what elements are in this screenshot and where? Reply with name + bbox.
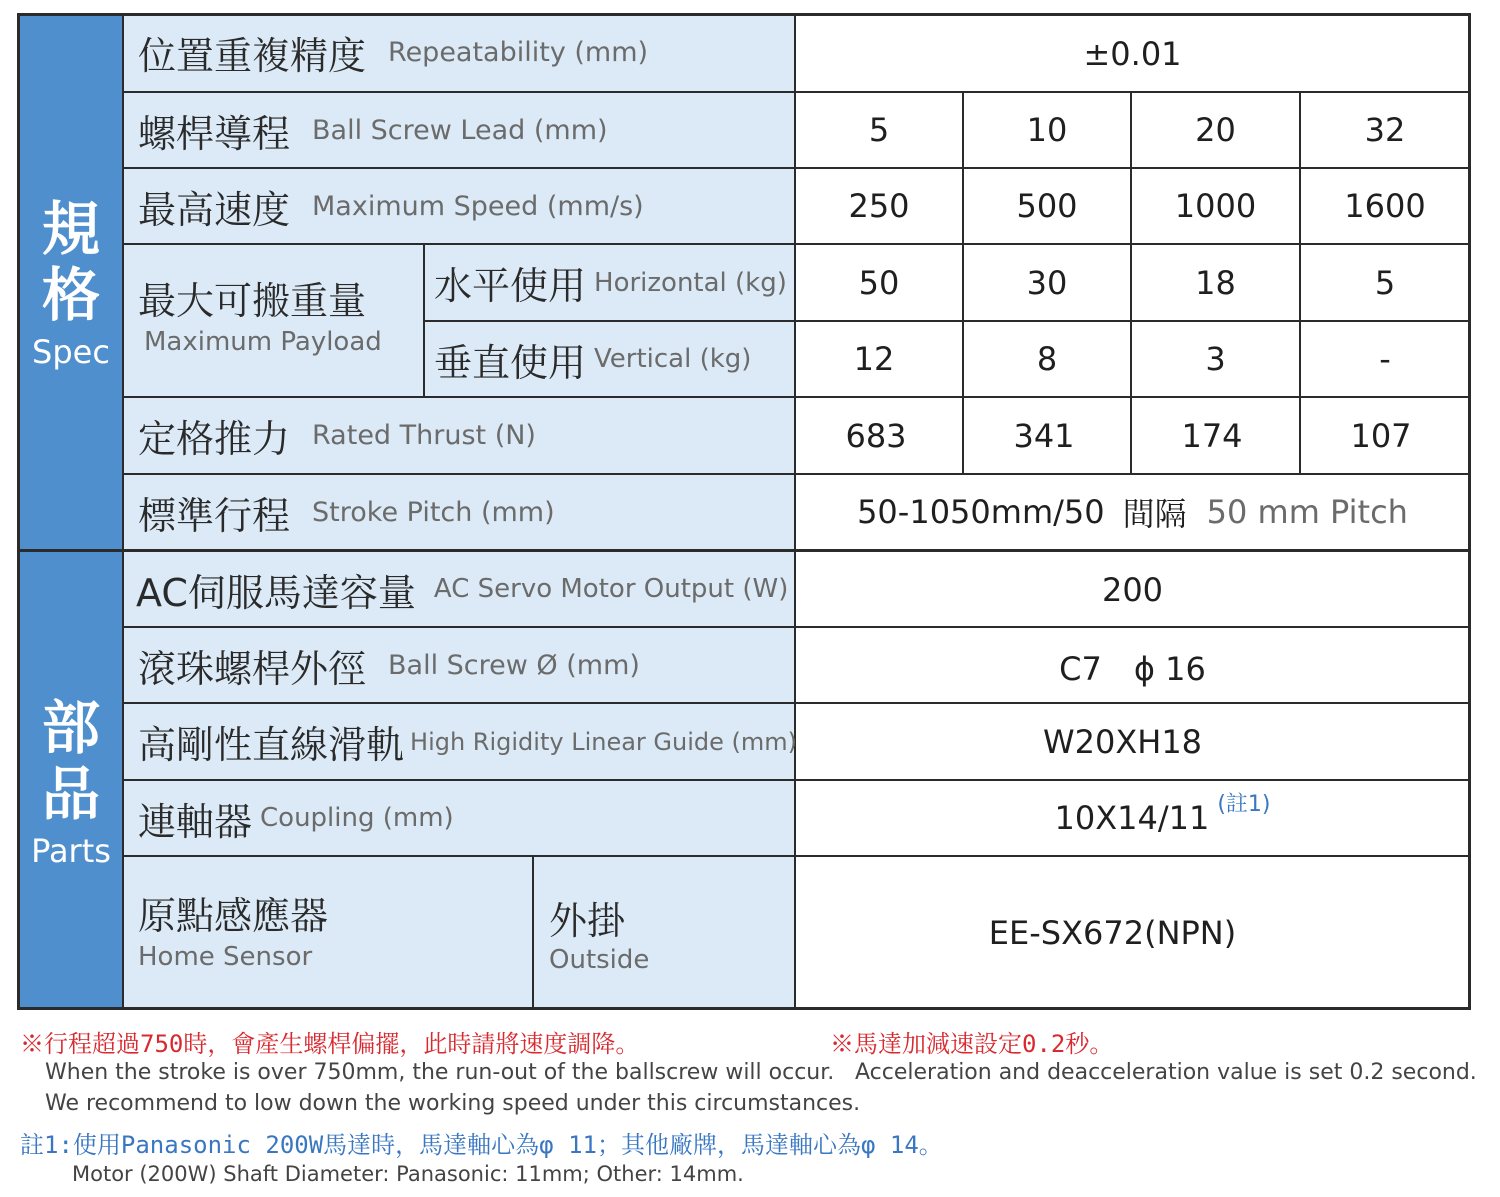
horizontal-value-4: 5 [1374, 263, 1396, 302]
thrust-label [138, 398, 536, 473]
lead-value-3: 20 [1195, 111, 1236, 149]
vertical-label [434, 322, 751, 396]
lead-value-1: 5 [868, 111, 890, 149]
spec-en: Spec [32, 333, 110, 371]
spec-char-1: 規 [41, 195, 100, 263]
thrust-value-3: 174 [1181, 416, 1243, 455]
stroke-value [796, 475, 1469, 549]
stroke-value-en: 50 mm Pitch [1206, 493, 1408, 531]
payload-zh: 最大可搬重量 [138, 279, 367, 323]
speed-en: Maximum Speed (mm/s) [312, 190, 644, 222]
vertical-en: Vertical (kg) [594, 344, 752, 374]
thrust-value-2: 341 [1013, 416, 1075, 455]
screw-zh: 滾珠螺桿外徑 [138, 646, 367, 691]
repeatability-label [138, 14, 648, 91]
vertical-value-1: 12 [853, 340, 895, 378]
guide-zh: 高剛性直線滑軌 [138, 723, 405, 767]
parts-char-1: 部 [41, 694, 100, 762]
motor-en: AC Servo Motor Output (W) [433, 574, 789, 604]
motor-value: 200 [1101, 571, 1164, 609]
parts-char-2: 品 [41, 760, 100, 828]
sensor-mount-label [549, 890, 649, 975]
motor-zh: AC伺服馬達容量 [136, 570, 416, 615]
coupling-footnote-ref: (註1) [1217, 791, 1271, 817]
repeatability-en: Repeatability (mm) [388, 37, 649, 68]
thrust-en: Rated Thrust (N) [312, 420, 536, 451]
guide-value: W20XH18 [1042, 722, 1203, 761]
lead-value-4: 32 [1364, 111, 1406, 149]
stroke-value-zh: 間隔 [1122, 495, 1187, 533]
vertical-value-4: - [1379, 340, 1391, 378]
screw-label [138, 628, 640, 702]
speed-value-1: 250 [848, 187, 910, 225]
speed-value-3: 1000 [1174, 187, 1257, 225]
coupling-value [796, 781, 1469, 855]
horizontal-en: Horizontal (kg) [594, 267, 787, 298]
speed-label [138, 169, 644, 243]
stroke-zh: 標準行程 [138, 493, 291, 538]
horizontal-label [434, 245, 787, 320]
horizontal-value-3: 18 [1195, 263, 1236, 302]
stroke-en: Stroke Pitch (mm) [312, 496, 555, 528]
horizontal-value-2: 30 [1026, 263, 1068, 302]
screw-en: Ball Screw Ø (mm) [388, 649, 640, 681]
coupling-zh: 連軸器 [138, 799, 253, 844]
vertical-value-2: 8 [1036, 340, 1058, 378]
lead-en: Ball Screw Lead (mm) [312, 114, 608, 146]
thrust-zh: 定格推力 [138, 417, 291, 461]
coupling-en: Coupling (mm) [260, 803, 454, 833]
screw-value: C7 ϕ 16 [1059, 650, 1206, 688]
guide-label [138, 704, 797, 779]
sensor-value: EE-SX672(NPN) [988, 914, 1237, 952]
coupling-label [138, 781, 454, 855]
vertical-zh: 垂直使用 [434, 340, 587, 385]
parts-en: Parts [31, 832, 111, 870]
speed-value-4: 1600 [1344, 187, 1426, 225]
horizontal-value-1: 50 [858, 263, 900, 302]
footnote-1-zh: 註1:使用Panasonic 200W馬達時，馬達軸心為φ 11；其他廠牌，馬達軸心為φ 14。 [20, 1131, 943, 1159]
payload-en: Maximum Payload [144, 327, 382, 357]
sensor-mount-en: Outside [549, 945, 650, 975]
coupling-value-text: 10X14/11 [1054, 799, 1210, 837]
motor-label [136, 552, 788, 626]
sensor-en: Home Sensor [138, 942, 313, 972]
horizontal-zh: 水平使用 [434, 264, 587, 308]
guide-en: High Rigidity Linear Guide (mm) [410, 727, 798, 756]
speed-value-2: 500 [1016, 187, 1078, 225]
stroke-value-main: 50-1050mm/50 [857, 493, 1105, 531]
vertical-value-3: 3 [1205, 340, 1226, 378]
speed-zh: 最高速度 [138, 187, 291, 232]
repeatability-value: ±0.01 [1083, 34, 1182, 73]
sensor-zh: 原點感應器 [138, 894, 329, 938]
lead-label [138, 93, 608, 167]
note-accel-zh: ※馬達加減速設定0.2秒。 [830, 1030, 1114, 1058]
thrust-value-1: 683 [845, 416, 907, 455]
footnote-1-en: Motor (200W) Shaft Diameter: Panasonic: 11mm; Other: 14mm. [72, 1162, 744, 1186]
sensor-label [138, 885, 328, 972]
note-stroke-en-1: When the stroke is over 750mm, the run-out of the ballscrew will occur. [45, 1060, 835, 1085]
note-stroke-en-2: We recommend to low down the working speed under this circumstances. [45, 1091, 861, 1116]
repeatability-zh: 位置重複精度 [138, 34, 367, 78]
lead-zh: 螺桿導程 [138, 111, 291, 156]
stroke-label [138, 475, 555, 549]
sensor-mount-zh: 外掛 [549, 899, 626, 943]
spec-char-2: 格 [41, 261, 100, 329]
payload-label [138, 270, 382, 357]
note-accel-en: Acceleration and deacceleration value is set 0.2 second. [855, 1060, 1477, 1085]
thrust-value-4: 107 [1350, 416, 1412, 455]
note-stroke-zh: ※行程超過750時，會產生螺桿偏擺，此時請將速度調降。 [20, 1030, 640, 1058]
lead-value-2: 10 [1026, 111, 1068, 149]
